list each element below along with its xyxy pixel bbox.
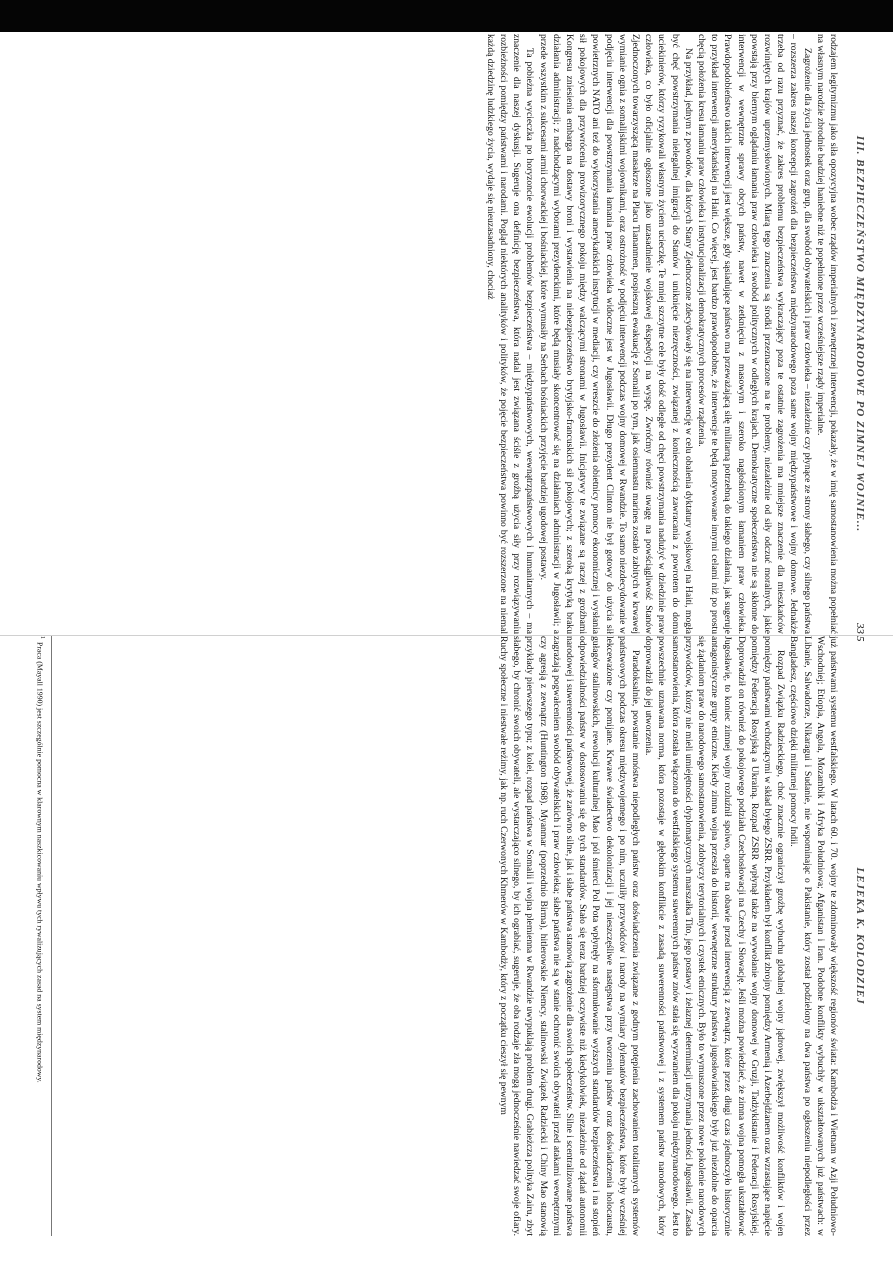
running-head [848,34,866,634]
running-head [848,636,866,1236]
footnote [34,636,52,1236]
running-head-title: LEJEKA K. KOLODZIEJ [854,867,866,1005]
paragraph: rodzajem legitymizmu jako siła opozycyjna wobec rządów imperialnych i zewnętrznej interwencji, pokazały, że w imię samostanowienia można popełniać na własnym narodzie zbrodnie bardziej haniebne niż te popełnione przez wcześniejsze rządy imperialne. [814,34,839,634]
body-text [484,34,840,634]
paragraph: Paradoksalnie, powstanie mnóstwa niepodległych państw oraz doświadczenia związane z godnym potępienia zachowaniem totalitarnych systemów państwowych podczas okresu międzywojennego i po nim, uczuliły przywódców i narody na wymiary dylematów bezpieczeństwa, które były wcześniej lekceważone czy pomijane. Krwawe świadectwo dekolonizacji i jej nieszczęśliwe następstwa przy tworzeniu państw oraz doświadczenia holocaustu, gułagów stalinowskich, rewolucji kulturalnej Mao i pól śmierci Pol Pota wpłynęły na sformułowanie wyższych standardów bezpieczeństwa i na stopień odpowiedzialności państw w dostosowaniu się do tych standardów. Stało się teraz bardziej oczywiste niż kiedykolwiek, niezależnie od żądań autonomii narodowej i suwerenności państwowej, że zarówno silne, jak i słabe państwa stanowią zagrożenie dla swoich społeczeństw. Silne i scentralizowane państwa zagrażają pogwałceniem swobód obywatelskich i praw człowieka; słabe państwa nie są w stanie ochronić swoich obywateli przed atakami wewnętrznymi czy agresją z zewnątrz (Huntington 1968). Myanmar (poprzednio Birma), hitlerowskie Niemcy, stalinowski Związek Radziecki i Chiny Mao stanowią przykłady pierwszego typu; z kolei, rozpad państwa w Somalii i wojna plemienna w Rwandzie uwypuklają problem drugi. Grabieżcza polityka Zairu, zbyt słabego, by chronić swoich obywateli, ale wystarczająco silnego, by ich ograbiać, sugeruje, że oba rodzaje zła mogą jednocześnie nawiedzać swoje ofiary. Ruchy społeczne i niestwałe reżimy, jak np. ruch Czerwonych Khmerów w Kambodży, który z początku cieszył się pewnym [497,636,641,1236]
scan-top-edge [0,0,893,32]
paragraph: już państwami systemu westfalskiego. W latach 60. i 70. wojny te zdominowały większość regionów świata: Kambodża i Wietnam w Azji Południowo-Wschodniej; Etiopia, Angola, Mozambik i Afryka Południowa; Afganistan i Iran. Podobne konflikty wybuchły w ukształtowanych już państwach: w Libanie, Salwadorze, Nikaragui i Sudanie, nie wspominając o Pakistanie, który został podzielony na dwa państwa po ogłoszeniu niepodległości przez Bangladesz, częściowo dzięki militarnej pomocy Indii. [788,636,839,1236]
page-number: 33 [854,623,866,634]
paragraph: Na przykład, jednym z powodów, dla których Stany Zjednoczone zdecydowały się na interwencję w celu obalenia dyktatury wojskowej na Haiti, mogła być chęć powstrzymania nielegalnej imigracji do Stanów i uniknięcie niezręczności, związanej z koniecznością zawracania z powrotem do domu uciekinierów, którzy ryzykowali własnym życiem ucieczkę. Te mniej szczytne cele były dość odległe od chęci powstrzymania nadużyć w dziedzinie praw człowieka, co było oficjalnie ogłoszone jako uzasadnienie wojskowej ekspedycji na wyspę. Zwróćmy również uwagę na powściągliwość Stanów Zjednoczonych towarzyszącą masakrze na Placu Tiananmen, pospieszną ewakuację z Somalii po tym, jak osiemnastu marines zostało zabitych w krwawej wymianie ognia z somalijskimi wojownikami, oraz ostrożność w podjęciu interwencji podczas wojny domowej w Rwandzie. To samo niezdecydowanie w podjęciu interwencji dla powstrzymania łamania praw człowieka widoczne jest w Jugosławii. Długo prezydent Clinton nie był gotowy do użycia sił powietrznych NATO ani też do wykorzystania amerykańskich instytucji w mediacji, czy wreszcie do złożenia obietnicy pomocy ekonomicznej i wysłania sił pokojowych dla przywrócenia prowizorycznego pokoju między walczącymi stronami w Jugosławii. Inicjatywy te związane są raczej z groźbami Kongresu zniesienia embarga na dostawy broni i wystawienia na niebezpieczeństwo brytyjsko-francuskich sił pokojowych; z szeroką krytyką braku działania administracji; z nadchodzącymi wyborami prezydenckimi, które będą musiały skoncentrować się na działaniach administracji w Jugosławii; a przede wszystkim z sukcesami armii chorwackiej i bośniackiej, które wymusiły na Serbach bośniackich przyjęcie bardziej ugodowej postawy. [537,34,694,634]
footnote-text: Praca (Mayall 1990) jest szczególnie pomocna w klarownym naszkicowaniu wpływu tych rywalizujących zasad na system międzynarodowy. [35,642,44,1083]
paragraph: Zagrożenie dla życia jednostek oraz grup, dla swobód obywatelskich i praw człowieka – niezależnie czy płynące ze strony słabego, czy silnego państwa – rozszerza zakres naszej koncepcji zagrożeń dla bezpieczeństwa międzynarodowego poza same wojny międzypaństwowe i wojny domowe. Jednakże trzeba od razu przyznać, że zakres problemu bezpieczeństwa wykraczający poza te ostatnie zagrożenia ma mniejsze znaczenie dla mieszkańców rozwiniętych krajów uprzemysłowionych. Miarą tego znaczenia są środki przeznaczone na te problemy, niezależnie od siły odczuć moralnych, jakie powstają przy biernym oglądaniu łamania praw człowieka i swobód politycznych w odległych krajach. Demokratyczne społeczeństwa nie są skłonne do interwencji w wewnętrzne sprawy obcych państw, nawet w zetknięciu z masowym i szeroko nagłośnionym łamaniem praw człowieka. Prawdopodobieństwo takich interwencji jest większe, gdy sąsiadujące państwo ma przeważającą siłę militarną potrzebną do takiego działania, jak sugeruje to przykład interwencji amerykańskiej na Haiti. Co więcej, jest bardzo prawdopodobne, że interwencje te będą motywowane innymi celami niż po prostu chęcią położenia kresu łamaniu praw człowieka i instytucjonalizacji demokratycznych procesów rządzenia. [695,34,813,634]
page-right [26,34,866,634]
page-left [26,636,866,1236]
footnote-mark: 1 [38,636,45,639]
paragraph: Ta pobieżna wycieczka po horyzoncie ewolucji problemów bezpieczeństwa – międzypaństwowych, wewnątrzpaństwowych i humanitarnych – ma znaczenie dla naszej dyskusji. Sugeruje ona definicję bezpieczeństwa, która nadal jest związana ściśle z groźbą użycia siły przy rozwiązywaniu rozbieżności pomiędzy państwami i narodami. Pogląd niektórych analityków i polityków, że pojęcie bezpieczeństwa powinno być rozszerzone na niemal każdą dziedzinę ludzkiego życia, wydaje się nieuzasadniony, chociaż [484,34,536,634]
running-head-title: III. BEZPIECZEŃSTWO MIĘDZYNARODOWE PO ZIMNEJ WOJNIE... [854,135,866,533]
page-number: 5 [854,636,866,642]
body-text [497,636,840,1236]
paragraph: Rozpad Związku Radzieckiego, choć znacznie ograniczył groźbę wybuchu globalnej wojny jądrowej, zwiększył możliwość konfliktów i wojen pomiędzy państwami wchodzącymi w skład byłego ZSRR. Przykładem był konflikt zbrojny pomiędzy Armenią i Azerbejdżanem oraz wzrastające napięcie pomiędzy Federacją Rosyjską a Ukrainą. Rozpad ZSRR wpłynął także na wywołanie wojny domowej w Gruzji, Tadżykistanie i Federacji Rosyjskiej. Doprowadził on również do pokojowego podziału Czechosłowacji na Czechy i Słowację. Jeśli można powiedzieć, że zimna wojna pomogła ukształtować Jugosławię, to koniec zimnej wojny rozluźnił spoiwo, oparte na obawie przed interwencją z zewnątrz, które przez długi czas zjednoczyło historycznie antagonistyczne grupy etniczne. Kiedy zimna wojna przeszła do historii, wewnętrzne struktury państwa jugosłowiańskiego były już niezdolne do oparcia się żądaniom praw do narodowego samostanowienia, zdobyczy terytorialnych i czystek etnicznych. Było to wymuszone przez nowe pokolenie narodowych przywódców, którzy nie mieli umiejętności dyplomatycznych marszałka Tito, jego postawy i żelaznej determinacji utrzymania jedności Jugosławii. Zasada samostanowienia, która została włączona do westfalskiego systemu suwerennych państw znów stała się wyzwaniem dla pokoju międzynarodowego. Jest to powszechnie uznawana norma, która pozostaje w głębokim konflikcie z zasadą suwerenności państwowej i z systemem państw narodowych, który doprowadził do jej utworzenia. [643,636,787,1236]
